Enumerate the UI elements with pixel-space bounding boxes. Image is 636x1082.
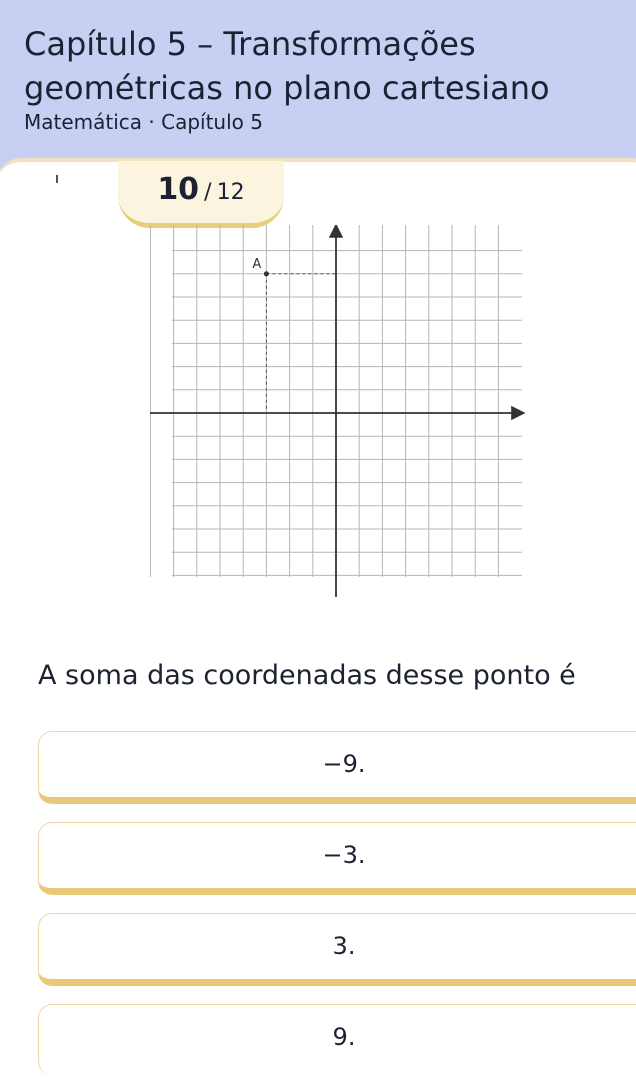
decorative-tick — [56, 175, 58, 183]
answer-option-label: −9. — [322, 750, 366, 778]
chapter-title: Capítulo 5 – Transformações geométricas no plano cartesiano — [24, 25, 550, 107]
answer-option-label: 3. — [332, 932, 356, 960]
progress-total: 12 — [216, 180, 245, 205]
cartesian-plane-figure — [150, 225, 530, 605]
progress-current: 10 — [157, 172, 200, 207]
point-a-label: A — [252, 256, 262, 272]
answer-option-1[interactable] — [38, 731, 636, 804]
answer-option-3[interactable] — [38, 913, 636, 986]
point-a — [264, 271, 269, 276]
answer-option-4[interactable] — [38, 1004, 636, 1075]
cartesian-plane — [150, 225, 530, 605]
question-text: A soma das coordenadas desse ponto é — [38, 660, 576, 691]
answer-option-label: −3. — [322, 841, 366, 869]
answer-option-label: 9. — [332, 1023, 356, 1051]
progress-separator: / — [204, 180, 212, 205]
progress-badge — [118, 161, 284, 228]
chapter-subtitle: Matemática · Capítulo 5 — [24, 110, 263, 134]
answer-option-2[interactable] — [38, 822, 636, 895]
